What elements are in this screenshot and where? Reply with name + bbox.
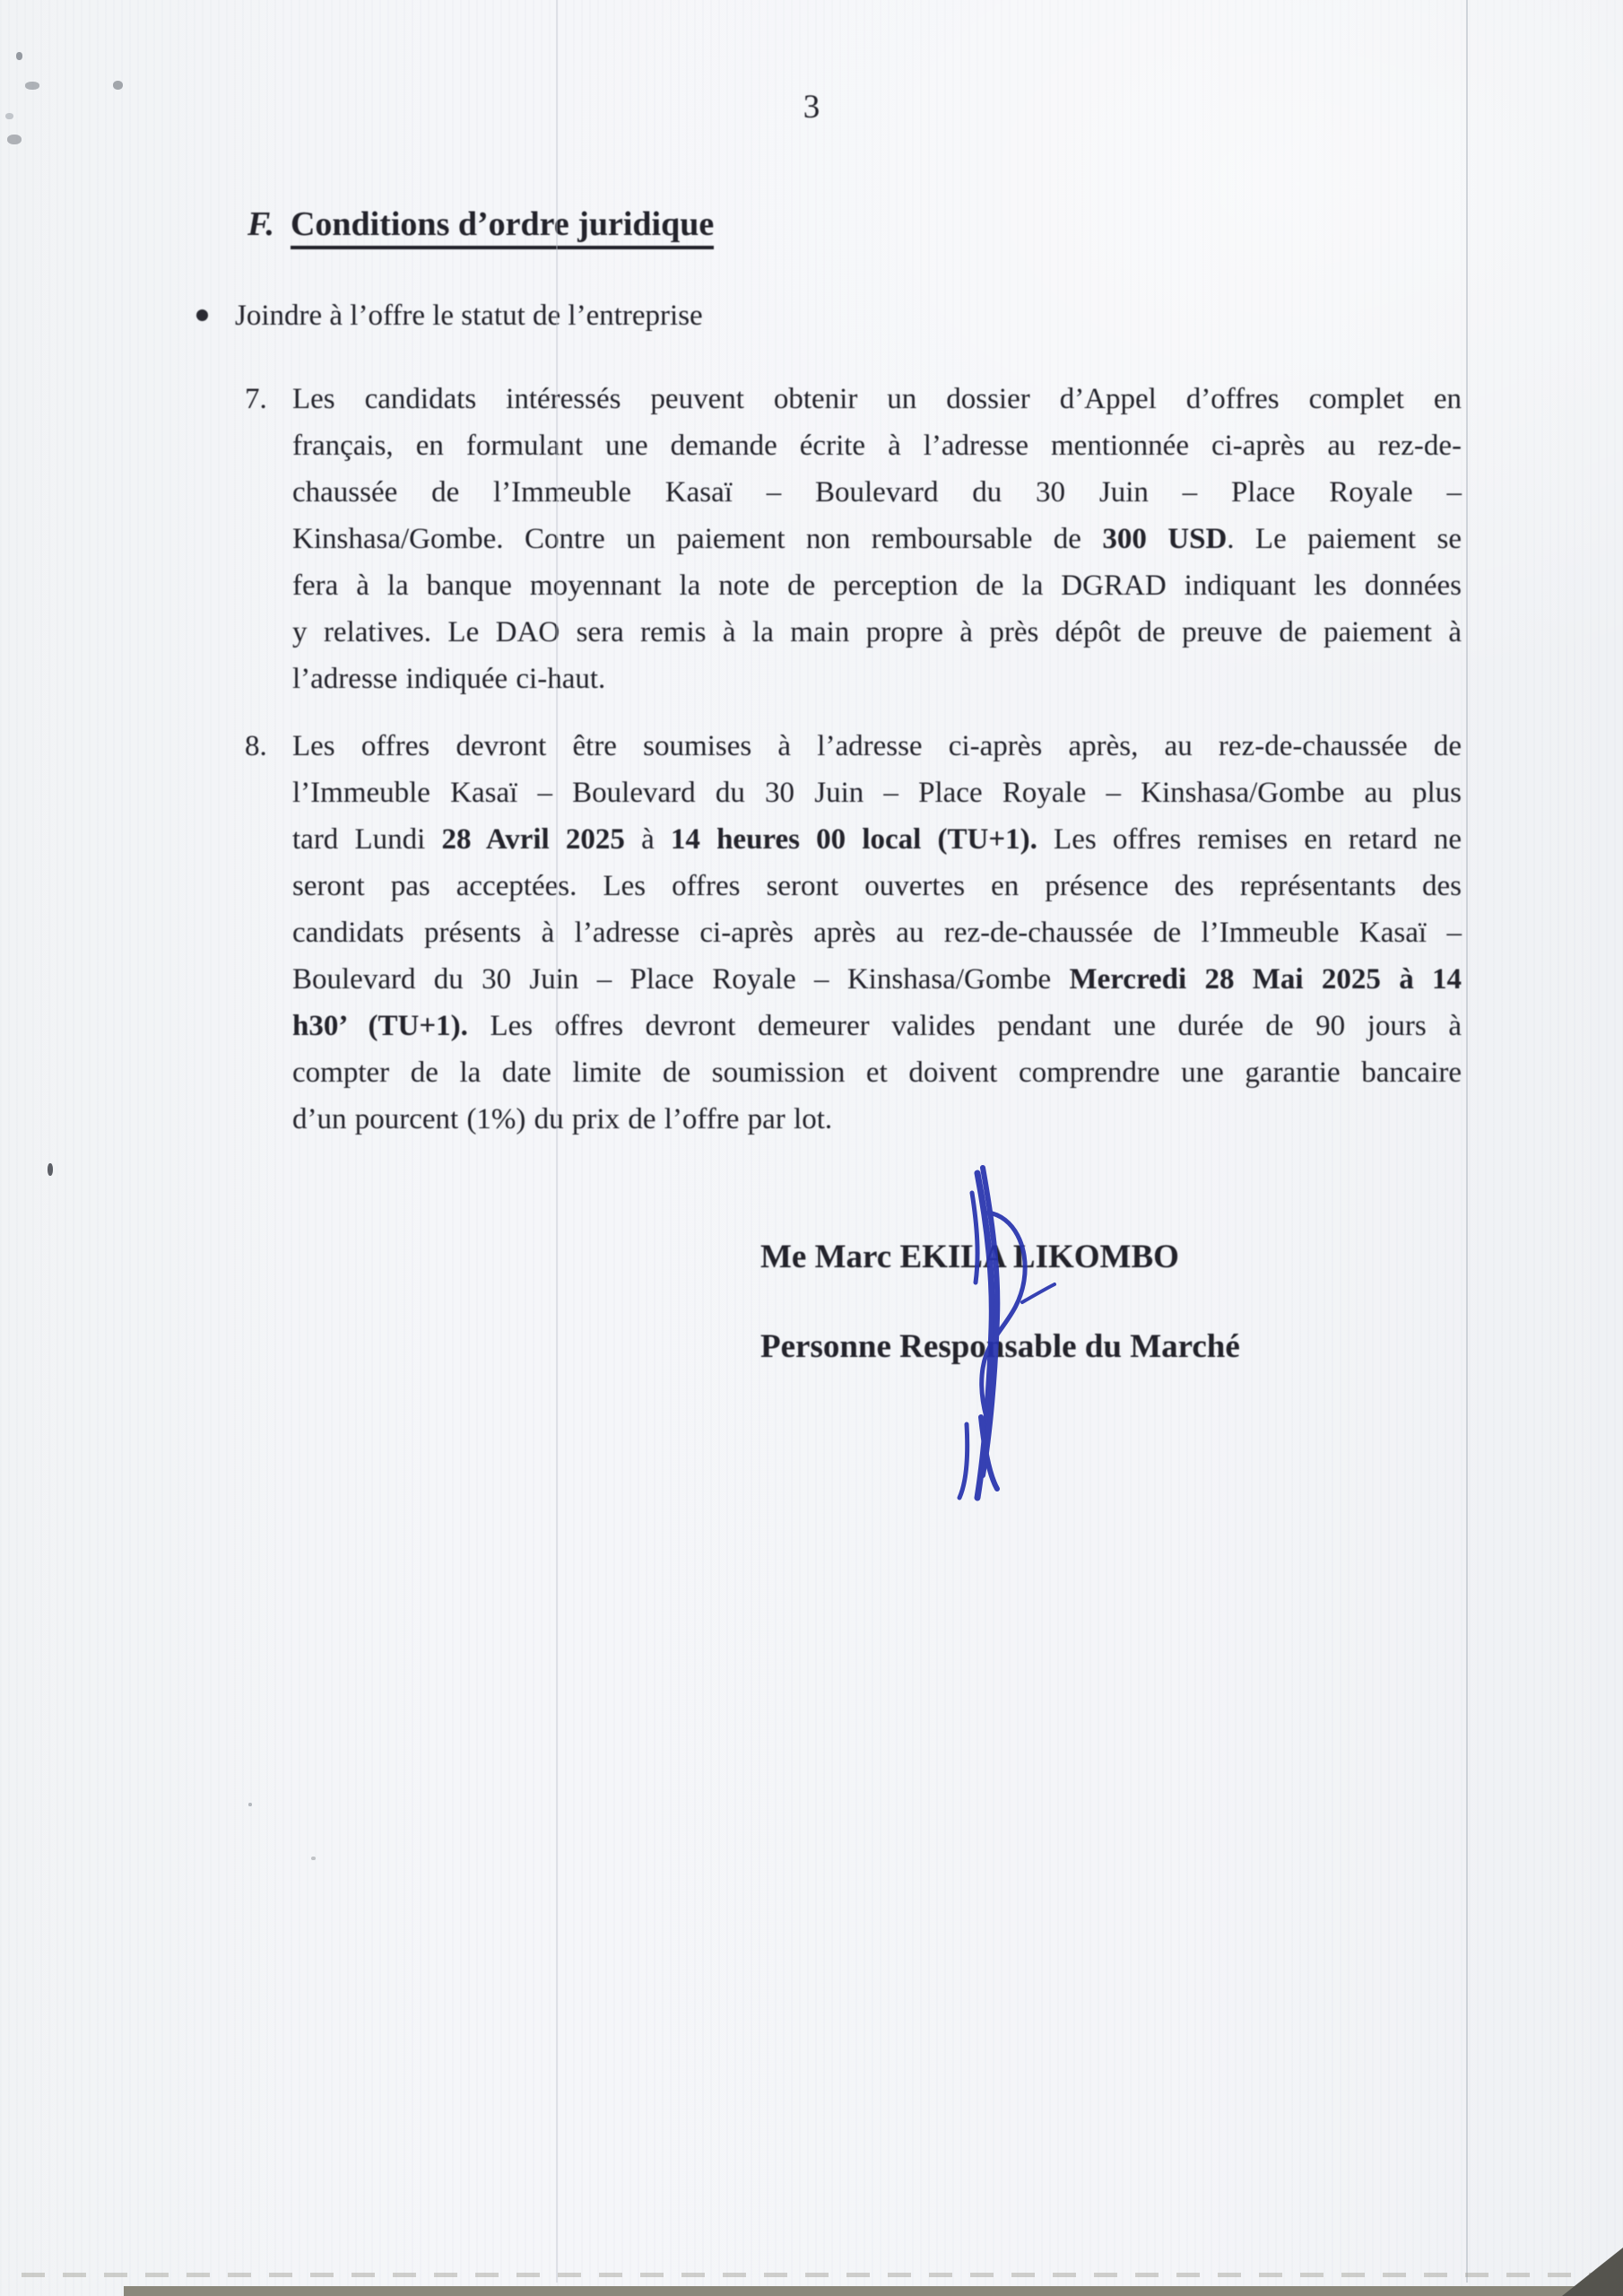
text-line: l’Immeuble Kasaï – Boulevard du 30 Juin – Place Royale – Kinshasa/Gombe au plus: [292, 777, 1462, 809]
section-heading: [247, 204, 714, 244]
numbered-item-7: [245, 376, 1462, 702]
bullet-marker-icon: [196, 309, 208, 321]
scan-speck: [248, 1803, 252, 1806]
bullet-text: Joindre à l’offre le statut de l’entreprise: [235, 300, 703, 332]
text-line: Les offres devront être soumises à l’adresse ci-après après, au rez-de-chaussée de: [292, 730, 1462, 762]
text-line: seront pas acceptées. Les offres seront ouvertes en présence des représentants des: [292, 870, 1462, 902]
text-line: tard Lundi 28 Avril 2025 à 14 heures 00 local (TU+1). Les offres remises en retard ne: [292, 823, 1462, 856]
item-number: 7.: [245, 383, 267, 415]
bullet-item: [194, 296, 703, 335]
text-line: d’un pourcent (1%) du prix de l’offre par lot.: [292, 1103, 833, 1135]
scan-speck: [5, 113, 13, 119]
scan-edge-line: [1466, 0, 1468, 2283]
text-line: chaussée de l’Immeuble Kasaï – Boulevard du 30 Juin – Place Royale –: [292, 476, 1462, 509]
text-line: compter de la date limite de soumission et doivent comprendre une garantie bancaire: [292, 1057, 1462, 1089]
item-number: 8.: [245, 730, 267, 762]
item-text: [292, 723, 1462, 1143]
scan-speck: [311, 1857, 316, 1860]
text-line: y relatives. Le DAO sera remis à la main propre à près dépôt de preuve de paiement à: [292, 616, 1462, 648]
numbered-item-8: [245, 723, 1462, 1143]
scan-crease-line: [556, 0, 558, 2283]
scan-bottom-dashes: [22, 2273, 1623, 2277]
text-line: h30’ (TU+1). Les offres devront demeurer valides pendant une durée de 90 jours à: [292, 1010, 1462, 1042]
signature-block: [760, 1239, 1240, 1366]
text-line: fera à la banque moyennant la note de perception de la DGRAD indiquant les données: [292, 570, 1462, 602]
signatory-title: Personne Responsable du Marché: [760, 1328, 1240, 1365]
item-text: [292, 376, 1462, 702]
scan-speck: [48, 1163, 53, 1176]
page-number: 3: [803, 89, 820, 126]
text-line: Kinshasa/Gombe. Contre un paiement non remboursable de 300 USD. Le paiement se: [292, 523, 1462, 555]
text-line: l’adresse indiquée ci-haut.: [292, 663, 606, 695]
scan-bottom-band: [124, 2286, 1623, 2296]
text-line: français, en formulant une demande écrite à l’adresse mentionnée ci-après au rez-de-: [292, 430, 1462, 462]
scan-speck: [16, 52, 22, 60]
scan-speck: [7, 135, 22, 144]
section-title: Conditions d’ordre juridique: [291, 205, 714, 249]
scan-speck: [113, 81, 123, 90]
section-letter: F.: [247, 205, 274, 243]
text-line: Boulevard du 30 Juin – Place Royale – Kinshasa/Gombe Mercredi 28 Mai 2025 à 14: [292, 963, 1462, 996]
scan-speck: [25, 82, 39, 90]
signatory-name: Me Marc EKILA LIKOMBO: [760, 1239, 1179, 1275]
text-line: Les candidats intéressés peuvent obtenir un dossier d’Appel d’offres complet en: [292, 383, 1462, 415]
text-line: candidats présents à l’adresse ci-après après au rez-de-chaussée de l’Immeuble Kasaï –: [292, 917, 1462, 949]
